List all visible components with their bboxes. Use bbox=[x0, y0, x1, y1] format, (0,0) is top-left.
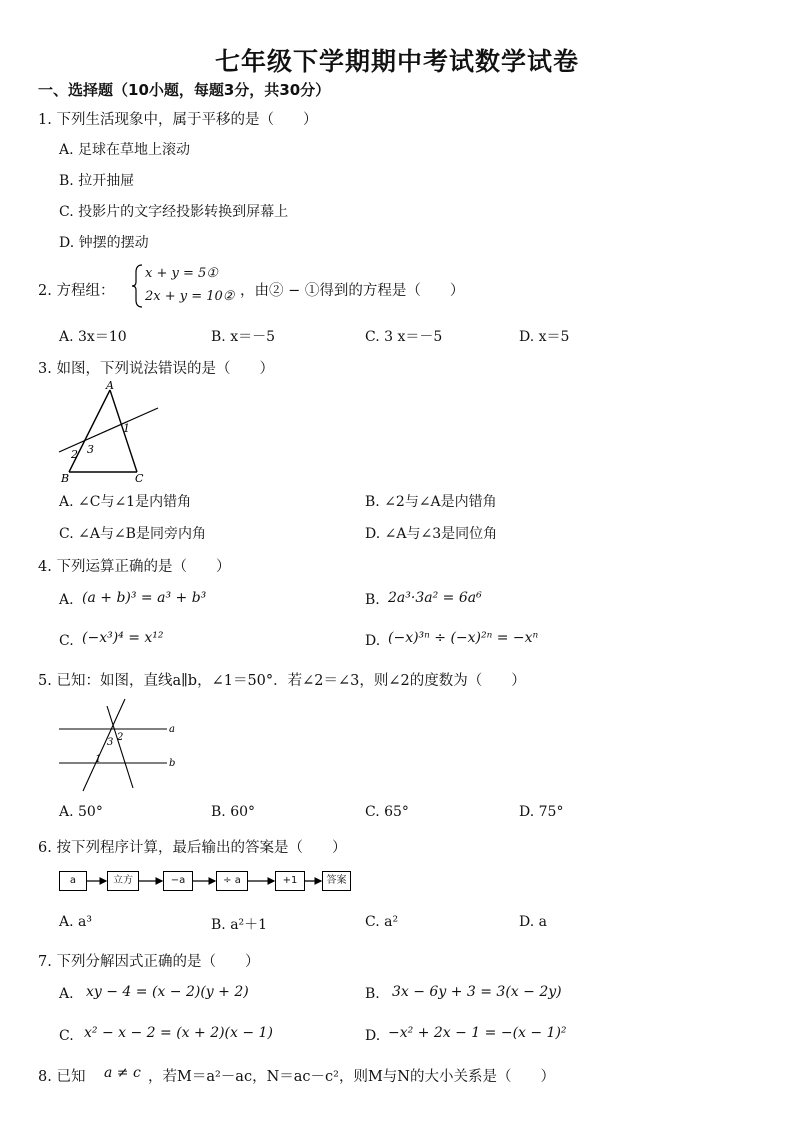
flow-box-answer: 答案 bbox=[322, 871, 351, 891]
question-1-stem: 1. 下列生活现象中，属于平移的是（ ） bbox=[38, 112, 318, 128]
flow-box-plus-1: +1 bbox=[275, 871, 305, 891]
question-7-option-d-expr: −x² + 2x − 1 = −(x − 1)² bbox=[388, 1025, 567, 1041]
question-3-stem: 3. 如图，下列说法错误的是（ ） bbox=[38, 361, 274, 377]
question-4-option-b-expr: 2a³·3a² = 6a⁶ bbox=[388, 590, 482, 606]
question-2-option-b: B. x＝－5 bbox=[211, 329, 275, 345]
question-7-option-c-label: C. bbox=[59, 1028, 74, 1044]
fig3-label-a: A bbox=[106, 379, 114, 392]
question-4-option-a-expr: (a + b)³ = a³ + b³ bbox=[82, 590, 207, 606]
flow-box-input: a bbox=[59, 871, 87, 891]
question-6-stem: 6. 按下列程序计算，最后输出的答案是（ ） bbox=[38, 840, 347, 856]
question-2-equation-1: x + y = 5① bbox=[145, 266, 218, 281]
flow-box-cube: 立方 bbox=[107, 871, 139, 891]
question-5-option-d: D. 75° bbox=[519, 804, 564, 820]
question-7-option-c-expr: x² − x − 2 = (x + 2)(x − 1) bbox=[84, 1025, 273, 1041]
question-2-option-d: D. x＝5 bbox=[519, 329, 570, 345]
question-6-option-b: B. a²＋1 bbox=[211, 917, 268, 933]
question-6-option-a: A. a³ bbox=[59, 914, 92, 930]
question-7-option-d-label: D. bbox=[365, 1028, 381, 1044]
question-3-option-d: D. ∠A与∠3是同位角 bbox=[365, 526, 498, 542]
question-5-parallel-lines-figure bbox=[55, 696, 180, 796]
question-2-brace bbox=[130, 264, 144, 308]
question-1-option-c: C. 投影片的文字经投影转换到屏幕上 bbox=[59, 204, 289, 220]
question-4-option-d-label: D. bbox=[365, 633, 381, 649]
fig3-angle-1: 1 bbox=[123, 422, 130, 435]
flow-box-minus-a: −a bbox=[163, 871, 193, 891]
question-4-option-d-expr: (−x)³ⁿ ÷ (−x)²ⁿ = −xⁿ bbox=[388, 630, 539, 646]
question-7-option-b-expr: 3x − 6y + 3 = 3(x − 2y) bbox=[392, 984, 562, 1000]
question-2-prefix: 2. 方程组： bbox=[38, 283, 115, 299]
fig3-label-b: B bbox=[61, 472, 70, 485]
question-8-condition: a ≠ c bbox=[104, 1065, 141, 1081]
question-4-stem: 4. 下列运算正确的是（ ） bbox=[38, 559, 231, 575]
question-2-equation-2: 2x + y = 10② bbox=[145, 289, 235, 304]
fig5-angle-3: 3 bbox=[107, 737, 114, 748]
question-8-prefix: 8. 已知 bbox=[38, 1069, 86, 1085]
question-6-option-c: C. a² bbox=[365, 914, 399, 930]
question-3-option-c: C. ∠A与∠B是同旁内角 bbox=[59, 526, 206, 542]
question-4-option-c-expr: (−x³)⁴ = x¹² bbox=[82, 630, 164, 646]
question-2-option-a: A. 3x＝10 bbox=[59, 329, 127, 345]
question-5-option-c: C. 65° bbox=[365, 804, 409, 820]
question-5-option-a: A. 50° bbox=[59, 804, 103, 820]
question-7-option-a-expr: xy − 4 = (x − 2)(y + 2) bbox=[86, 984, 249, 1000]
flow-box-divide-a: ÷ a bbox=[216, 871, 248, 891]
page-title: 七年级下学期期中考试数学试卷 bbox=[214, 47, 579, 76]
question-4-option-b-label: B. bbox=[365, 592, 380, 608]
question-2-suffix: ，由② − ①得到的方程是（ ） bbox=[240, 283, 465, 299]
fig3-angle-2: 2 bbox=[71, 448, 78, 461]
flow-arrows bbox=[59, 871, 359, 891]
question-5-option-b: B. 60° bbox=[211, 804, 256, 820]
question-5-stem: 5. 已知：如图，直线a∥b，∠1＝50°．若∠2＝∠3，则∠2的度数为（ ） bbox=[38, 673, 526, 689]
question-7-option-a-label: A. bbox=[59, 986, 74, 1002]
question-2-option-c: C. 3 x＝－5 bbox=[365, 329, 443, 345]
fig5-label-a: a bbox=[169, 724, 175, 735]
question-1-option-d: D. 钟摆的摆动 bbox=[59, 235, 149, 251]
section-heading: 一、选择题（10小题，每题3分，共30分） bbox=[38, 81, 331, 99]
question-4-option-a-label: A. bbox=[59, 592, 74, 608]
question-1-option-a: A. 足球在草地上滚动 bbox=[59, 142, 191, 158]
fig5-label-b: b bbox=[169, 758, 176, 769]
question-7-option-b-label: B. bbox=[365, 986, 380, 1002]
question-8-suffix: ，若M＝a²－ac，N＝ac－c²，则M与N的大小关系是（ ） bbox=[148, 1069, 555, 1085]
question-4-option-c-label: C. bbox=[59, 633, 74, 649]
fig5-angle-2: 2 bbox=[117, 732, 124, 743]
fig5-angle-1: 1 bbox=[95, 754, 102, 765]
question-7-stem: 7. 下列分解因式正确的是（ ） bbox=[38, 954, 260, 970]
question-3-option-b: B. ∠2与∠A是内错角 bbox=[365, 494, 497, 510]
fig3-label-c: C bbox=[135, 472, 144, 485]
question-1-option-b: B. 拉开抽屉 bbox=[59, 173, 135, 189]
question-6-option-d: D. a bbox=[519, 914, 547, 930]
question-3-option-a: A. ∠C与∠1是内错角 bbox=[59, 494, 192, 510]
fig3-angle-3: 3 bbox=[87, 443, 94, 456]
question-3-triangle-figure bbox=[55, 378, 165, 486]
